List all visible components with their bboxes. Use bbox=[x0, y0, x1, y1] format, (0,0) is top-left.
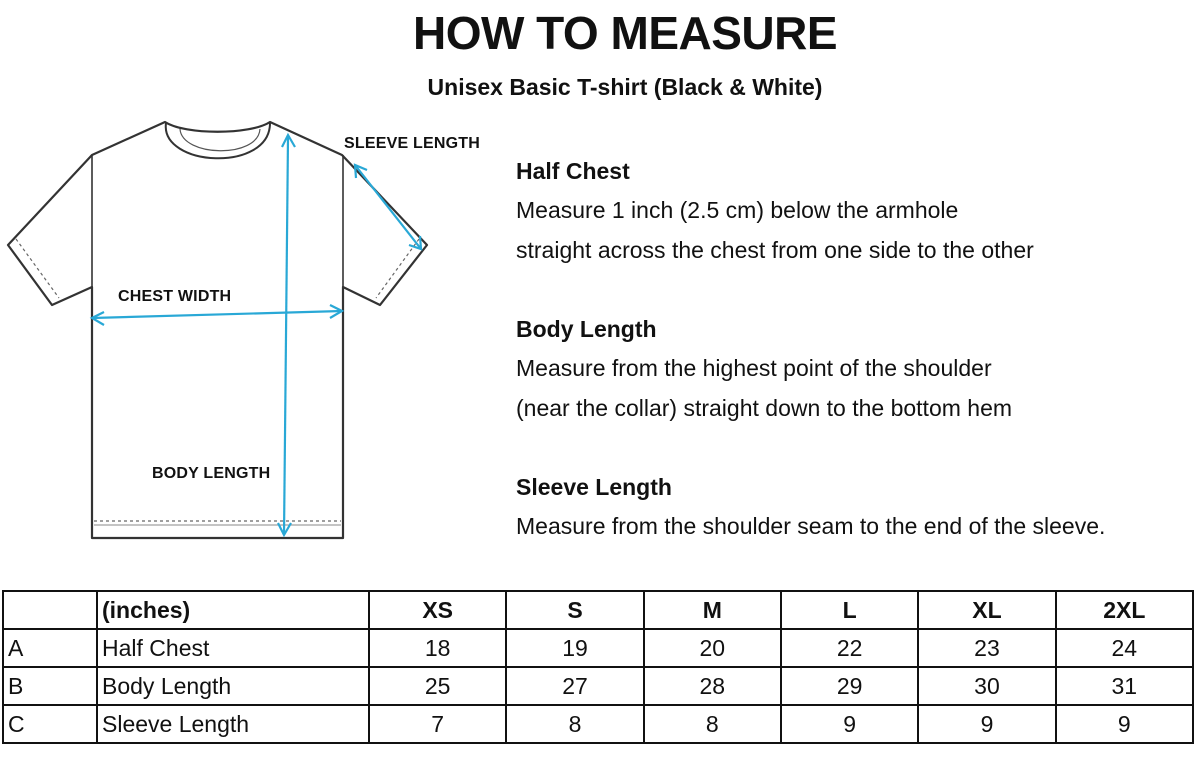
table-cell: 30 bbox=[918, 667, 1055, 705]
left-sleeve-hem-stitch bbox=[16, 239, 59, 298]
page-title: HOW TO MEASURE bbox=[412, 7, 838, 59]
table-cell: 9 bbox=[781, 705, 918, 743]
header-cell-empty bbox=[3, 591, 97, 629]
row-name: Sleeve Length bbox=[97, 705, 369, 743]
size-chart-table bbox=[2, 590, 1194, 744]
instruction-line: straight across the chest from one side to the other bbox=[516, 237, 1034, 263]
table-row bbox=[3, 705, 1193, 743]
row-letter: C bbox=[3, 705, 97, 743]
instruction-line: Measure 1 inch (2.5 cm) below the armhole bbox=[516, 197, 959, 223]
instruction-line: Measure from the shoulder seam to the end of the sleeve. bbox=[516, 513, 1106, 539]
instruction-line: (near the collar) straight down to the bottom hem bbox=[516, 395, 1013, 421]
header-cell-unit: (inches) bbox=[97, 591, 369, 629]
table-cell: 9 bbox=[1056, 705, 1193, 743]
instruction-body-length bbox=[516, 310, 1196, 428]
instruction-line: Measure from the highest point of the shoulder bbox=[516, 355, 992, 381]
tshirt-illustration bbox=[0, 115, 500, 555]
sleeve-length-arrow bbox=[355, 165, 421, 249]
instruction-heading: Half Chest bbox=[516, 158, 630, 184]
row-name: Half Chest bbox=[97, 629, 369, 667]
instruction-heading: Body Length bbox=[516, 316, 657, 342]
header-cell-size: S bbox=[506, 591, 643, 629]
row-letter: A bbox=[3, 629, 97, 667]
header-cell-size: M bbox=[644, 591, 781, 629]
instruction-heading: Sleeve Length bbox=[516, 474, 672, 500]
row-name: Body Length bbox=[97, 667, 369, 705]
table-cell: 22 bbox=[781, 629, 918, 667]
body-length-arrow bbox=[278, 135, 295, 535]
header-cell-size: XS bbox=[369, 591, 506, 629]
table-cell: 8 bbox=[644, 705, 781, 743]
body-length-label: BODY LENGTH bbox=[152, 465, 271, 482]
table-cell: 24 bbox=[1056, 629, 1193, 667]
table-cell: 31 bbox=[1056, 667, 1193, 705]
table-cell: 29 bbox=[781, 667, 918, 705]
header-cell-size: 2XL bbox=[1056, 591, 1193, 629]
table-header-row bbox=[3, 591, 1193, 629]
chest-width-arrow bbox=[92, 305, 342, 325]
table-row bbox=[3, 667, 1193, 705]
tshirt-diagram bbox=[0, 115, 500, 555]
table-cell: 18 bbox=[369, 629, 506, 667]
sleeve-length-label: SLEEVE LENGTH bbox=[344, 135, 480, 152]
row-letter: B bbox=[3, 667, 97, 705]
table-cell: 25 bbox=[369, 667, 506, 705]
header-cell-size: XL bbox=[918, 591, 1055, 629]
instruction-half-chest bbox=[516, 152, 1196, 270]
table-cell: 19 bbox=[506, 629, 643, 667]
table-cell: 23 bbox=[918, 629, 1055, 667]
table-cell: 20 bbox=[644, 629, 781, 667]
table-cell: 7 bbox=[369, 705, 506, 743]
table-cell: 8 bbox=[506, 705, 643, 743]
page-subtitle: Unisex Basic T-shirt (Black & White) bbox=[427, 74, 823, 100]
table-cell: 28 bbox=[644, 667, 781, 705]
table-cell: 9 bbox=[918, 705, 1055, 743]
right-sleeve-hem-stitch bbox=[376, 239, 419, 298]
table-row bbox=[3, 629, 1193, 667]
table-cell: 27 bbox=[506, 667, 643, 705]
header-cell-size: L bbox=[781, 591, 918, 629]
measurement-instructions bbox=[516, 152, 1196, 586]
instruction-sleeve-length bbox=[516, 468, 1196, 546]
chest-width-label: CHEST WIDTH bbox=[118, 288, 232, 305]
